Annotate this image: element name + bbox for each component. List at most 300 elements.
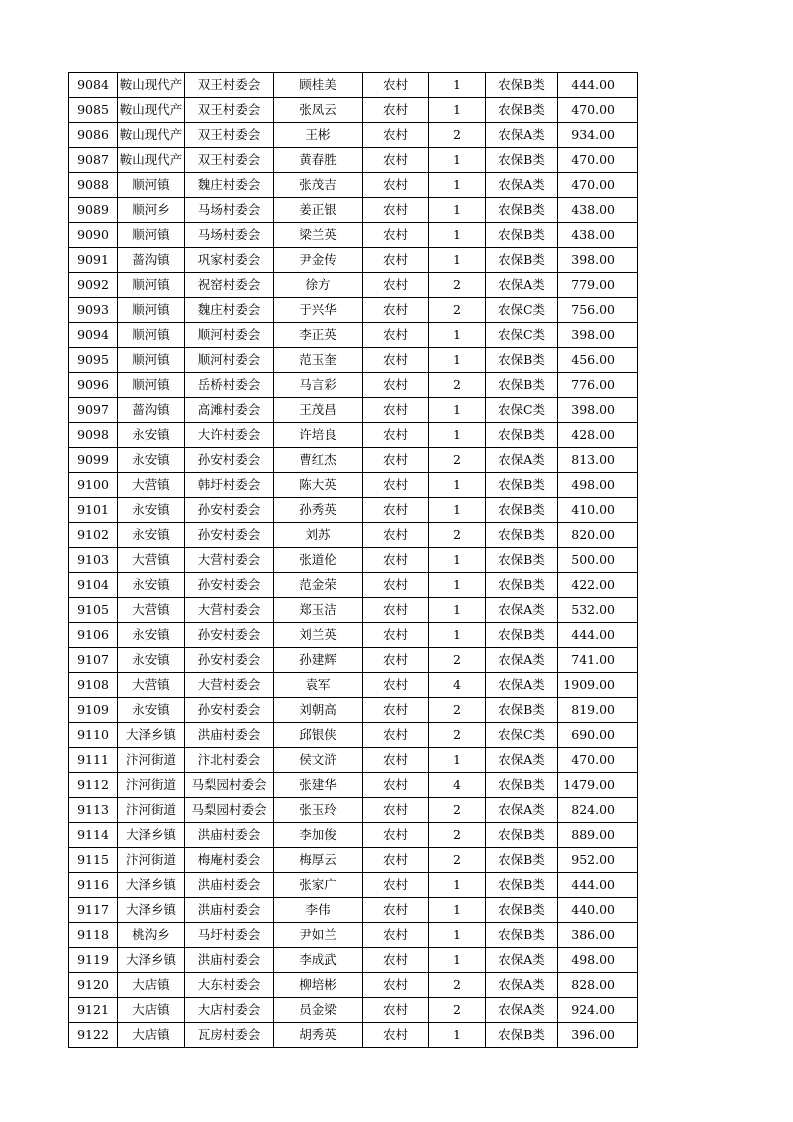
area-type-cell: 农村 [363, 748, 429, 773]
row-number-cell: 9119 [69, 948, 118, 973]
amount-cell: 456.00 [558, 348, 638, 373]
town-cell: 蔷沟镇 [118, 398, 185, 423]
table-body [69, 73, 638, 1048]
table-row [69, 323, 638, 348]
village-committee-cell: 顺河村委会 [185, 323, 274, 348]
insurance-category-cell: 农保B类 [486, 623, 558, 648]
row-number-cell: 9091 [69, 248, 118, 273]
household-count-cell: 2 [429, 723, 486, 748]
amount-cell: 952.00 [558, 848, 638, 873]
table-row [69, 823, 638, 848]
village-committee-cell: 大营村委会 [185, 548, 274, 573]
name-cell: 刘苏 [274, 523, 363, 548]
table-row [69, 498, 638, 523]
area-type-cell: 农村 [363, 623, 429, 648]
area-type-cell: 农村 [363, 1023, 429, 1048]
household-count-cell: 2 [429, 823, 486, 848]
amount-cell: 532.00 [558, 598, 638, 623]
table-row [69, 773, 638, 798]
town-cell: 顺河镇 [118, 373, 185, 398]
name-cell: 孙秀英 [274, 498, 363, 523]
amount-cell: 438.00 [558, 198, 638, 223]
table-row [69, 548, 638, 573]
row-number-cell: 9105 [69, 598, 118, 623]
amount-cell: 470.00 [558, 748, 638, 773]
village-committee-cell: 大店村委会 [185, 998, 274, 1023]
insurance-category-cell: 农保B类 [486, 73, 558, 98]
amount-cell: 924.00 [558, 998, 638, 1023]
household-count-cell: 2 [429, 373, 486, 398]
area-type-cell: 农村 [363, 723, 429, 748]
table-row [69, 623, 638, 648]
town-cell: 汴河街道 [118, 773, 185, 798]
name-cell: 柳培彬 [274, 973, 363, 998]
insurance-category-cell: 农保B类 [486, 223, 558, 248]
name-cell: 邱银侠 [274, 723, 363, 748]
household-count-cell: 1 [429, 198, 486, 223]
amount-cell: 386.00 [558, 923, 638, 948]
insurance-category-cell: 农保A类 [486, 173, 558, 198]
town-cell: 大营镇 [118, 473, 185, 498]
village-committee-cell: 孙安村委会 [185, 448, 274, 473]
table-row [69, 98, 638, 123]
area-type-cell: 农村 [363, 148, 429, 173]
row-number-cell: 9097 [69, 398, 118, 423]
name-cell: 范玉奎 [274, 348, 363, 373]
name-cell: 刘朝高 [274, 698, 363, 723]
town-cell: 永安镇 [118, 648, 185, 673]
household-count-cell: 1 [429, 248, 486, 273]
insurance-category-cell: 农保B类 [486, 423, 558, 448]
town-cell: 大店镇 [118, 1023, 185, 1048]
amount-cell: 428.00 [558, 423, 638, 448]
amount-cell: 1479.00 [558, 773, 638, 798]
village-committee-cell: 孙安村委会 [185, 648, 274, 673]
village-committee-cell: 双王村委会 [185, 148, 274, 173]
amount-cell: 741.00 [558, 648, 638, 673]
town-cell: 顺河镇 [118, 298, 185, 323]
name-cell: 张茂吉 [274, 173, 363, 198]
table-row [69, 848, 638, 873]
insurance-category-cell: 农保B类 [486, 923, 558, 948]
village-committee-cell: 巩家村委会 [185, 248, 274, 273]
household-count-cell: 4 [429, 673, 486, 698]
name-cell: 陈大英 [274, 473, 363, 498]
area-type-cell: 农村 [363, 273, 429, 298]
village-committee-cell: 双王村委会 [185, 98, 274, 123]
village-committee-cell: 马梨园村委会 [185, 798, 274, 823]
insurance-category-cell: 农保B类 [486, 573, 558, 598]
row-number-cell: 9088 [69, 173, 118, 198]
table-row [69, 873, 638, 898]
row-number-cell: 9113 [69, 798, 118, 823]
row-number-cell: 9086 [69, 123, 118, 148]
table-row [69, 73, 638, 98]
area-type-cell: 农村 [363, 248, 429, 273]
household-count-cell: 2 [429, 698, 486, 723]
town-cell: 汴河街道 [118, 798, 185, 823]
area-type-cell: 农村 [363, 773, 429, 798]
town-cell: 汴河街道 [118, 748, 185, 773]
name-cell: 于兴华 [274, 298, 363, 323]
row-number-cell: 9096 [69, 373, 118, 398]
row-number-cell: 9106 [69, 623, 118, 648]
name-cell: 曹红杰 [274, 448, 363, 473]
name-cell: 顾桂美 [274, 73, 363, 98]
insurance-category-cell: 农保C类 [486, 298, 558, 323]
area-type-cell: 农村 [363, 98, 429, 123]
row-number-cell: 9122 [69, 1023, 118, 1048]
area-type-cell: 农村 [363, 398, 429, 423]
area-type-cell: 农村 [363, 948, 429, 973]
town-cell: 鞍山现代产 [118, 148, 185, 173]
household-count-cell: 1 [429, 323, 486, 348]
row-number-cell: 9100 [69, 473, 118, 498]
insurance-category-cell: 农保B类 [486, 348, 558, 373]
area-type-cell: 农村 [363, 323, 429, 348]
village-committee-cell: 祝窑村委会 [185, 273, 274, 298]
table-row [69, 448, 638, 473]
household-count-cell: 1 [429, 223, 486, 248]
area-type-cell: 农村 [363, 698, 429, 723]
town-cell: 永安镇 [118, 623, 185, 648]
name-cell: 许培良 [274, 423, 363, 448]
row-number-cell: 9089 [69, 198, 118, 223]
insurance-category-cell: 农保B类 [486, 773, 558, 798]
area-type-cell: 农村 [363, 998, 429, 1023]
insurance-category-cell: 农保B类 [486, 98, 558, 123]
town-cell: 大泽乡镇 [118, 723, 185, 748]
row-number-cell: 9098 [69, 423, 118, 448]
household-count-cell: 1 [429, 98, 486, 123]
village-committee-cell: 孙安村委会 [185, 523, 274, 548]
household-count-cell: 1 [429, 623, 486, 648]
town-cell: 永安镇 [118, 498, 185, 523]
town-cell: 大泽乡镇 [118, 823, 185, 848]
insurance-category-cell: 农保A类 [486, 448, 558, 473]
table-row [69, 673, 638, 698]
insurance-category-cell: 农保B类 [486, 823, 558, 848]
village-committee-cell: 汴北村委会 [185, 748, 274, 773]
name-cell: 王茂昌 [274, 398, 363, 423]
household-count-cell: 1 [429, 348, 486, 373]
household-count-cell: 2 [429, 523, 486, 548]
town-cell: 鞍山现代产 [118, 73, 185, 98]
insurance-category-cell: 农保B类 [486, 848, 558, 873]
amount-cell: 1909.00 [558, 673, 638, 698]
town-cell: 顺河镇 [118, 223, 185, 248]
area-type-cell: 农村 [363, 548, 429, 573]
amount-cell: 820.00 [558, 523, 638, 548]
household-count-cell: 1 [429, 423, 486, 448]
town-cell: 大店镇 [118, 998, 185, 1023]
name-cell: 尹金传 [274, 248, 363, 273]
insurance-category-cell: 农保A类 [486, 998, 558, 1023]
town-cell: 大店镇 [118, 973, 185, 998]
village-committee-cell: 梅庵村委会 [185, 848, 274, 873]
town-cell: 永安镇 [118, 573, 185, 598]
amount-cell: 756.00 [558, 298, 638, 323]
insurance-category-cell: 农保A类 [486, 948, 558, 973]
household-count-cell: 1 [429, 398, 486, 423]
insurance-category-cell: 农保C类 [486, 398, 558, 423]
village-committee-cell: 马梨园村委会 [185, 773, 274, 798]
name-cell: 员金梁 [274, 998, 363, 1023]
row-number-cell: 9087 [69, 148, 118, 173]
table-row [69, 248, 638, 273]
village-committee-cell: 孙安村委会 [185, 698, 274, 723]
table-row [69, 973, 638, 998]
town-cell: 大泽乡镇 [118, 873, 185, 898]
amount-cell: 498.00 [558, 948, 638, 973]
household-count-cell: 1 [429, 73, 486, 98]
name-cell: 梅厚云 [274, 848, 363, 873]
amount-cell: 410.00 [558, 498, 638, 523]
amount-cell: 889.00 [558, 823, 638, 848]
village-committee-cell: 洪庙村委会 [185, 823, 274, 848]
amount-cell: 470.00 [558, 148, 638, 173]
household-count-cell: 1 [429, 173, 486, 198]
insurance-category-cell: 农保A类 [486, 648, 558, 673]
row-number-cell: 9104 [69, 573, 118, 598]
insurance-category-cell: 农保A类 [486, 798, 558, 823]
household-count-cell: 1 [429, 948, 486, 973]
area-type-cell: 农村 [363, 348, 429, 373]
household-count-cell: 1 [429, 548, 486, 573]
name-cell: 刘兰英 [274, 623, 363, 648]
insurance-category-cell: 农保B类 [486, 248, 558, 273]
household-count-cell: 2 [429, 973, 486, 998]
row-number-cell: 9107 [69, 648, 118, 673]
village-committee-cell: 马场村委会 [185, 198, 274, 223]
amount-cell: 396.00 [558, 1023, 638, 1048]
town-cell: 永安镇 [118, 423, 185, 448]
town-cell: 大营镇 [118, 673, 185, 698]
household-count-cell: 1 [429, 498, 486, 523]
name-cell: 尹如兰 [274, 923, 363, 948]
area-type-cell: 农村 [363, 973, 429, 998]
household-count-cell: 1 [429, 573, 486, 598]
insurance-category-cell: 农保B类 [486, 373, 558, 398]
table-row [69, 473, 638, 498]
records-table [68, 72, 638, 1048]
name-cell: 张道伦 [274, 548, 363, 573]
household-count-cell: 1 [429, 598, 486, 623]
area-type-cell: 农村 [363, 823, 429, 848]
row-number-cell: 9085 [69, 98, 118, 123]
row-number-cell: 9102 [69, 523, 118, 548]
village-committee-cell: 马圩村委会 [185, 923, 274, 948]
amount-cell: 440.00 [558, 898, 638, 923]
town-cell: 顺河镇 [118, 273, 185, 298]
area-type-cell: 农村 [363, 373, 429, 398]
amount-cell: 398.00 [558, 248, 638, 273]
row-number-cell: 9109 [69, 698, 118, 723]
row-number-cell: 9101 [69, 498, 118, 523]
village-committee-cell: 双王村委会 [185, 73, 274, 98]
table-row [69, 748, 638, 773]
row-number-cell: 9121 [69, 998, 118, 1023]
table-row [69, 423, 638, 448]
insurance-category-cell: 农保A类 [486, 123, 558, 148]
row-number-cell: 9108 [69, 673, 118, 698]
name-cell: 张玉玲 [274, 798, 363, 823]
insurance-category-cell: 农保B类 [486, 1023, 558, 1048]
amount-cell: 470.00 [558, 98, 638, 123]
amount-cell: 398.00 [558, 323, 638, 348]
name-cell: 徐方 [274, 273, 363, 298]
row-number-cell: 9095 [69, 348, 118, 373]
town-cell: 鞍山现代产 [118, 123, 185, 148]
household-count-cell: 2 [429, 798, 486, 823]
table-row [69, 723, 638, 748]
village-committee-cell: 孙安村委会 [185, 623, 274, 648]
area-type-cell: 农村 [363, 448, 429, 473]
household-count-cell: 2 [429, 998, 486, 1023]
area-type-cell: 农村 [363, 573, 429, 598]
amount-cell: 819.00 [558, 698, 638, 723]
area-type-cell: 农村 [363, 798, 429, 823]
village-committee-cell: 顺河村委会 [185, 348, 274, 373]
area-type-cell: 农村 [363, 523, 429, 548]
name-cell: 李伟 [274, 898, 363, 923]
household-count-cell: 4 [429, 773, 486, 798]
name-cell: 孙建辉 [274, 648, 363, 673]
insurance-category-cell: 农保B类 [486, 498, 558, 523]
area-type-cell: 农村 [363, 223, 429, 248]
area-type-cell: 农村 [363, 173, 429, 198]
area-type-cell: 农村 [363, 673, 429, 698]
area-type-cell: 农村 [363, 298, 429, 323]
insurance-category-cell: 农保B类 [486, 698, 558, 723]
village-committee-cell: 韩圩村委会 [185, 473, 274, 498]
name-cell: 袁军 [274, 673, 363, 698]
row-number-cell: 9094 [69, 323, 118, 348]
household-count-cell: 2 [429, 298, 486, 323]
amount-cell: 444.00 [558, 73, 638, 98]
village-committee-cell: 孙安村委会 [185, 498, 274, 523]
town-cell: 大营镇 [118, 548, 185, 573]
amount-cell: 824.00 [558, 798, 638, 823]
area-type-cell: 农村 [363, 73, 429, 98]
name-cell: 李正英 [274, 323, 363, 348]
town-cell: 顺河镇 [118, 173, 185, 198]
name-cell: 王彬 [274, 123, 363, 148]
town-cell: 顺河镇 [118, 348, 185, 373]
village-committee-cell: 马场村委会 [185, 223, 274, 248]
insurance-category-cell: 农保A类 [486, 748, 558, 773]
amount-cell: 828.00 [558, 973, 638, 998]
insurance-category-cell: 农保A类 [486, 598, 558, 623]
amount-cell: 444.00 [558, 873, 638, 898]
amount-cell: 779.00 [558, 273, 638, 298]
area-type-cell: 农村 [363, 848, 429, 873]
household-count-cell: 1 [429, 1023, 486, 1048]
insurance-category-cell: 农保B类 [486, 148, 558, 173]
row-number-cell: 9090 [69, 223, 118, 248]
row-number-cell: 9117 [69, 898, 118, 923]
table-row [69, 298, 638, 323]
table-row [69, 373, 638, 398]
town-cell: 汴河街道 [118, 848, 185, 873]
insurance-category-cell: 农保C类 [486, 723, 558, 748]
household-count-cell: 1 [429, 873, 486, 898]
name-cell: 张家广 [274, 873, 363, 898]
village-committee-cell: 大许村委会 [185, 423, 274, 448]
amount-cell: 438.00 [558, 223, 638, 248]
area-type-cell: 农村 [363, 498, 429, 523]
insurance-category-cell: 农保A类 [486, 973, 558, 998]
household-count-cell: 1 [429, 148, 486, 173]
insurance-category-cell: 农保A类 [486, 673, 558, 698]
household-count-cell: 1 [429, 923, 486, 948]
amount-cell: 398.00 [558, 398, 638, 423]
name-cell: 黄春胜 [274, 148, 363, 173]
area-type-cell: 农村 [363, 923, 429, 948]
amount-cell: 498.00 [558, 473, 638, 498]
village-committee-cell: 孙安村委会 [185, 573, 274, 598]
town-cell: 大泽乡镇 [118, 948, 185, 973]
table-row [69, 123, 638, 148]
area-type-cell: 农村 [363, 648, 429, 673]
insurance-category-cell: 农保C类 [486, 323, 558, 348]
village-committee-cell: 洪庙村委会 [185, 948, 274, 973]
household-count-cell: 2 [429, 648, 486, 673]
area-type-cell: 农村 [363, 473, 429, 498]
amount-cell: 690.00 [558, 723, 638, 748]
area-type-cell: 农村 [363, 598, 429, 623]
table-row [69, 523, 638, 548]
amount-cell: 813.00 [558, 448, 638, 473]
village-committee-cell: 洪庙村委会 [185, 873, 274, 898]
village-committee-cell: 岳桥村委会 [185, 373, 274, 398]
row-number-cell: 9099 [69, 448, 118, 473]
name-cell: 姜正银 [274, 198, 363, 223]
household-count-cell: 1 [429, 748, 486, 773]
amount-cell: 776.00 [558, 373, 638, 398]
row-number-cell: 9112 [69, 773, 118, 798]
row-number-cell: 9093 [69, 298, 118, 323]
village-committee-cell: 魏庄村委会 [185, 298, 274, 323]
insurance-category-cell: 农保B类 [486, 523, 558, 548]
village-committee-cell: 大营村委会 [185, 673, 274, 698]
row-number-cell: 9103 [69, 548, 118, 573]
town-cell: 鞍山现代产 [118, 98, 185, 123]
amount-cell: 500.00 [558, 548, 638, 573]
table-row [69, 398, 638, 423]
row-number-cell: 9120 [69, 973, 118, 998]
table-row [69, 573, 638, 598]
name-cell: 李成武 [274, 948, 363, 973]
table-row [69, 898, 638, 923]
name-cell: 张凤云 [274, 98, 363, 123]
name-cell: 范金荣 [274, 573, 363, 598]
village-committee-cell: 洪庙村委会 [185, 723, 274, 748]
area-type-cell: 农村 [363, 123, 429, 148]
town-cell: 蔷沟镇 [118, 248, 185, 273]
table-row [69, 698, 638, 723]
village-committee-cell: 大东村委会 [185, 973, 274, 998]
row-number-cell: 9114 [69, 823, 118, 848]
table-row [69, 923, 638, 948]
amount-cell: 470.00 [558, 173, 638, 198]
village-committee-cell: 大营村委会 [185, 598, 274, 623]
table-row [69, 173, 638, 198]
insurance-category-cell: 农保A类 [486, 273, 558, 298]
town-cell: 顺河镇 [118, 323, 185, 348]
name-cell: 梁兰英 [274, 223, 363, 248]
row-number-cell: 9084 [69, 73, 118, 98]
